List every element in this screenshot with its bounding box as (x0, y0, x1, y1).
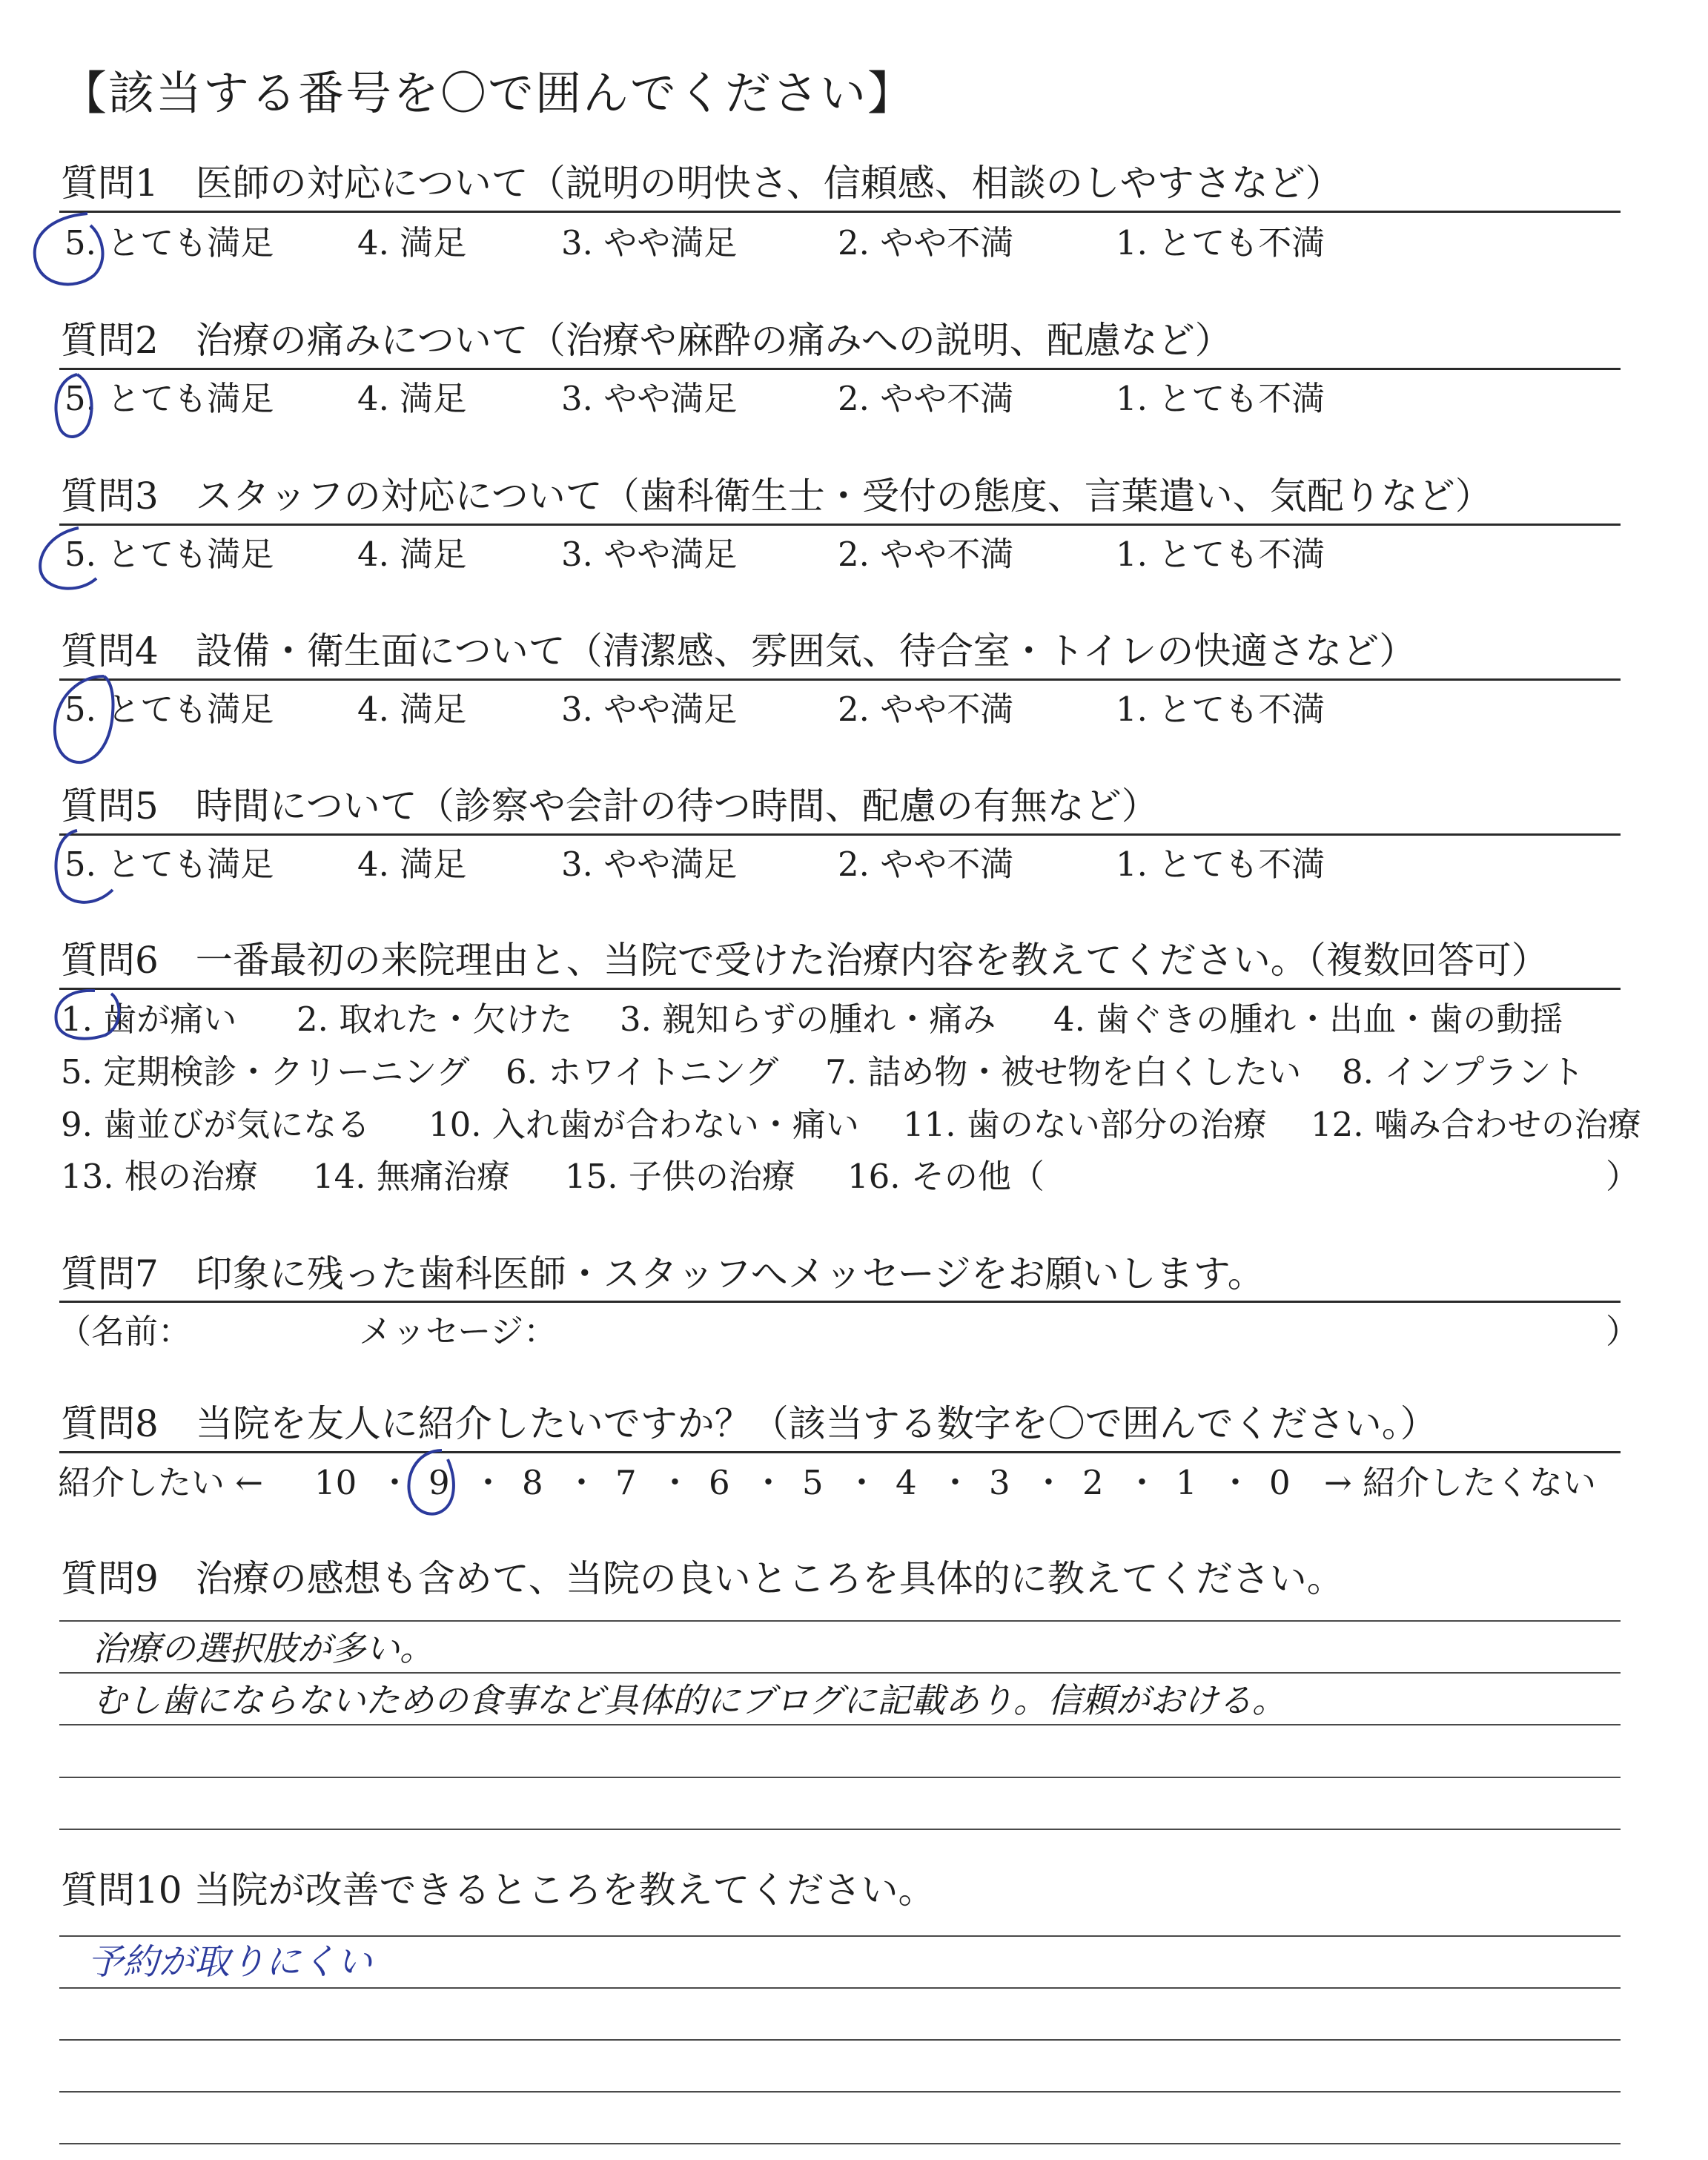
q5-option-5[interactable]: 5. とても満足 (64, 845, 274, 884)
q1-option-2[interactable]: 2. やや不満 (838, 223, 1014, 262)
q8-scale-7[interactable]: 7 (615, 1463, 637, 1502)
q9-writing-line (59, 1620, 1621, 1622)
q6-option-16[interactable]: 16. その他（ (847, 1157, 1045, 1196)
q8-scale-3[interactable]: 3 (989, 1463, 1010, 1502)
q6-option-4[interactable]: 4. 歯ぐきの腫れ・出血・歯の動揺 (1053, 1000, 1563, 1039)
q6-title: 質問6 一番最初の来院理由と、当院で受けた治療内容を教えてください。（複数回答可） (61, 939, 1549, 982)
q9-answer-line-1: 治療の選択肢が多い。 (93, 1628, 434, 1668)
q1-rule (59, 211, 1621, 213)
q8-dot: ・ (752, 1463, 786, 1502)
q6-other-close: ） (1606, 1157, 1640, 1196)
q8-scale-0[interactable]: 0 (1269, 1463, 1291, 1502)
q8-dot: ・ (658, 1463, 692, 1502)
q4-option-1[interactable]: 1. とても不満 (1116, 690, 1325, 729)
q9-title: 質問9 治療の感想も含めて、当院の良いところを具体的に教えてください。 (61, 1557, 1344, 1600)
q1-option-5[interactable]: 5. とても満足 (64, 223, 274, 262)
q8-scale-10[interactable]: 10 (314, 1463, 357, 1502)
q6-option-13[interactable]: 13. 根の治療 (61, 1157, 258, 1196)
q8-scale-9[interactable]: 9 (428, 1463, 450, 1502)
q8-scale-6[interactable]: 6 (709, 1463, 730, 1502)
q2-option-4[interactable]: 4. 満足 (357, 379, 467, 418)
q5-option-1[interactable]: 1. とても不満 (1116, 845, 1325, 884)
q7-message-label: メッセージ： (359, 1312, 557, 1351)
page-title: 【該当する番号を〇で囲んでください】 (61, 66, 916, 120)
q4-option-5[interactable]: 5. とても満足 (64, 690, 274, 729)
q8-dot: ・ (378, 1463, 412, 1502)
q8-scale-2[interactable]: 2 (1082, 1463, 1104, 1502)
q6-option-10[interactable]: 10. 入れ歯が合わない・痛い (428, 1105, 859, 1144)
q9-writing-line (59, 1672, 1621, 1674)
q4-rule (59, 678, 1621, 681)
q9-answer-line-2: むし歯にならないための食事など具体的にブログに記載あり。信頼がおける。 (93, 1680, 1286, 1720)
q6-rule (59, 988, 1621, 990)
q6-option-12[interactable]: 12. 噛み合わせの治療 (1311, 1105, 1641, 1144)
q7-title: 質問7 印象に残った歯科医師・スタッフへメッセージをお願いします。 (61, 1252, 1265, 1295)
q8-dot: ・ (1219, 1463, 1253, 1502)
q4-option-2[interactable]: 2. やや不満 (838, 690, 1014, 729)
q8-rule (59, 1451, 1621, 1453)
q9-writing-line (59, 1724, 1621, 1725)
q1-option-4[interactable]: 4. 満足 (357, 223, 467, 262)
q10-writing-line (59, 2143, 1621, 2144)
q5-rule (59, 833, 1621, 836)
q6-option-2[interactable]: 2. 取れた・欠けた (297, 1000, 573, 1039)
q10-answer-line-1: 予約が取りにくい (87, 1941, 373, 1983)
q3-rule (59, 524, 1621, 526)
q8-scale-4[interactable]: 4 (896, 1463, 917, 1502)
q2-option-5[interactable]: 5. とても満足 (64, 379, 274, 418)
q3-option-2[interactable]: 2. やや不満 (838, 535, 1014, 574)
q6-option-3[interactable]: 3. 親知らずの腫れ・痛み (620, 1000, 996, 1039)
q2-rule (59, 368, 1621, 370)
q3-title: 質問3 スタッフの対応について（歯科衛生士・受付の態度、言葉遣い、気配りなど） (61, 475, 1492, 518)
q4-option-3[interactable]: 3. やや満足 (561, 690, 738, 729)
q8-title: 質問8 当院を友人に紹介したいですか？（該当する数字を〇で囲んでください。） (61, 1402, 1437, 1445)
q2-option-3[interactable]: 3. やや満足 (561, 379, 738, 418)
q10-writing-line (59, 1987, 1621, 1989)
q8-right-label: → 紹介したくない (1324, 1463, 1597, 1502)
q5-option-3[interactable]: 3. やや満足 (561, 845, 738, 884)
q10-writing-line (59, 2039, 1621, 2041)
q9-writing-line (59, 1829, 1621, 1830)
q8-dot: ・ (939, 1463, 973, 1502)
q8-dot: ・ (471, 1463, 506, 1502)
q5-option-4[interactable]: 4. 満足 (357, 845, 467, 884)
q10-writing-line (59, 2091, 1621, 2093)
q7-rule (59, 1301, 1621, 1303)
q9-writing-line (59, 1777, 1621, 1778)
q6-option-15[interactable]: 15. 子供の治療 (565, 1157, 795, 1196)
q4-title: 質問4 設備・衛生面について（清潔感、雰囲気、待合室・トイレの快適さなど） (61, 630, 1417, 673)
q3-option-1[interactable]: 1. とても不満 (1116, 535, 1325, 574)
q1-title: 質問1 医師の対応について（説明の明快さ、信頼感、相談のしやすさなど） (61, 162, 1343, 205)
q3-option-3[interactable]: 3. やや満足 (561, 535, 738, 574)
q2-option-1[interactable]: 1. とても不満 (1116, 379, 1325, 418)
q8-dot: ・ (565, 1463, 599, 1502)
q10-title: 質問10 当院が改善できるところを教えてください。 (61, 1869, 936, 1912)
q10-writing-line (59, 1935, 1621, 1937)
q5-title: 質問5 時間について（診察や会計の待つ時間、配慮の有無など） (61, 785, 1159, 828)
q6-option-5[interactable]: 5. 定期検診・クリーニング (61, 1052, 470, 1091)
q4-option-4[interactable]: 4. 満足 (357, 690, 467, 729)
q8-dot: ・ (845, 1463, 879, 1502)
q2-option-2[interactable]: 2. やや不満 (838, 379, 1014, 418)
q8-left-label: 紹介したい ← (58, 1463, 264, 1502)
q8-scale-1[interactable]: 1 (1176, 1463, 1197, 1502)
q6-option-1[interactable]: 1. 歯が痛い (61, 1000, 237, 1039)
q6-option-7[interactable]: 7. 詰め物・被せ物を白くしたい (825, 1052, 1302, 1091)
q8-dot: ・ (1032, 1463, 1066, 1502)
q8-dot: ・ (1125, 1463, 1159, 1502)
q6-option-11[interactable]: 11. 歯のない部分の治療 (903, 1105, 1267, 1144)
q8-scale-8[interactable]: 8 (522, 1463, 543, 1502)
q8-scale-5[interactable]: 5 (802, 1463, 824, 1502)
q6-option-8[interactable]: 8. インプラント (1342, 1052, 1585, 1091)
q7-name-label: （名前： (58, 1312, 192, 1351)
q6-option-6[interactable]: 6. ホワイトニング (506, 1052, 779, 1091)
q3-option-5[interactable]: 5. とても満足 (64, 535, 274, 574)
q3-option-4[interactable]: 4. 満足 (357, 535, 467, 574)
q1-option-1[interactable]: 1. とても不満 (1116, 223, 1325, 262)
q2-title: 質問2 治療の痛みについて（治療や麻酔の痛みへの説明、配慮など） (61, 319, 1232, 362)
q6-option-14[interactable]: 14. 無痛治療 (313, 1157, 510, 1196)
q7-close-paren: ） (1606, 1312, 1640, 1351)
q5-option-2[interactable]: 2. やや不満 (838, 845, 1014, 884)
q6-option-9[interactable]: 9. 歯並びが気になる (61, 1105, 371, 1144)
q1-option-3[interactable]: 3. やや満足 (561, 223, 738, 262)
